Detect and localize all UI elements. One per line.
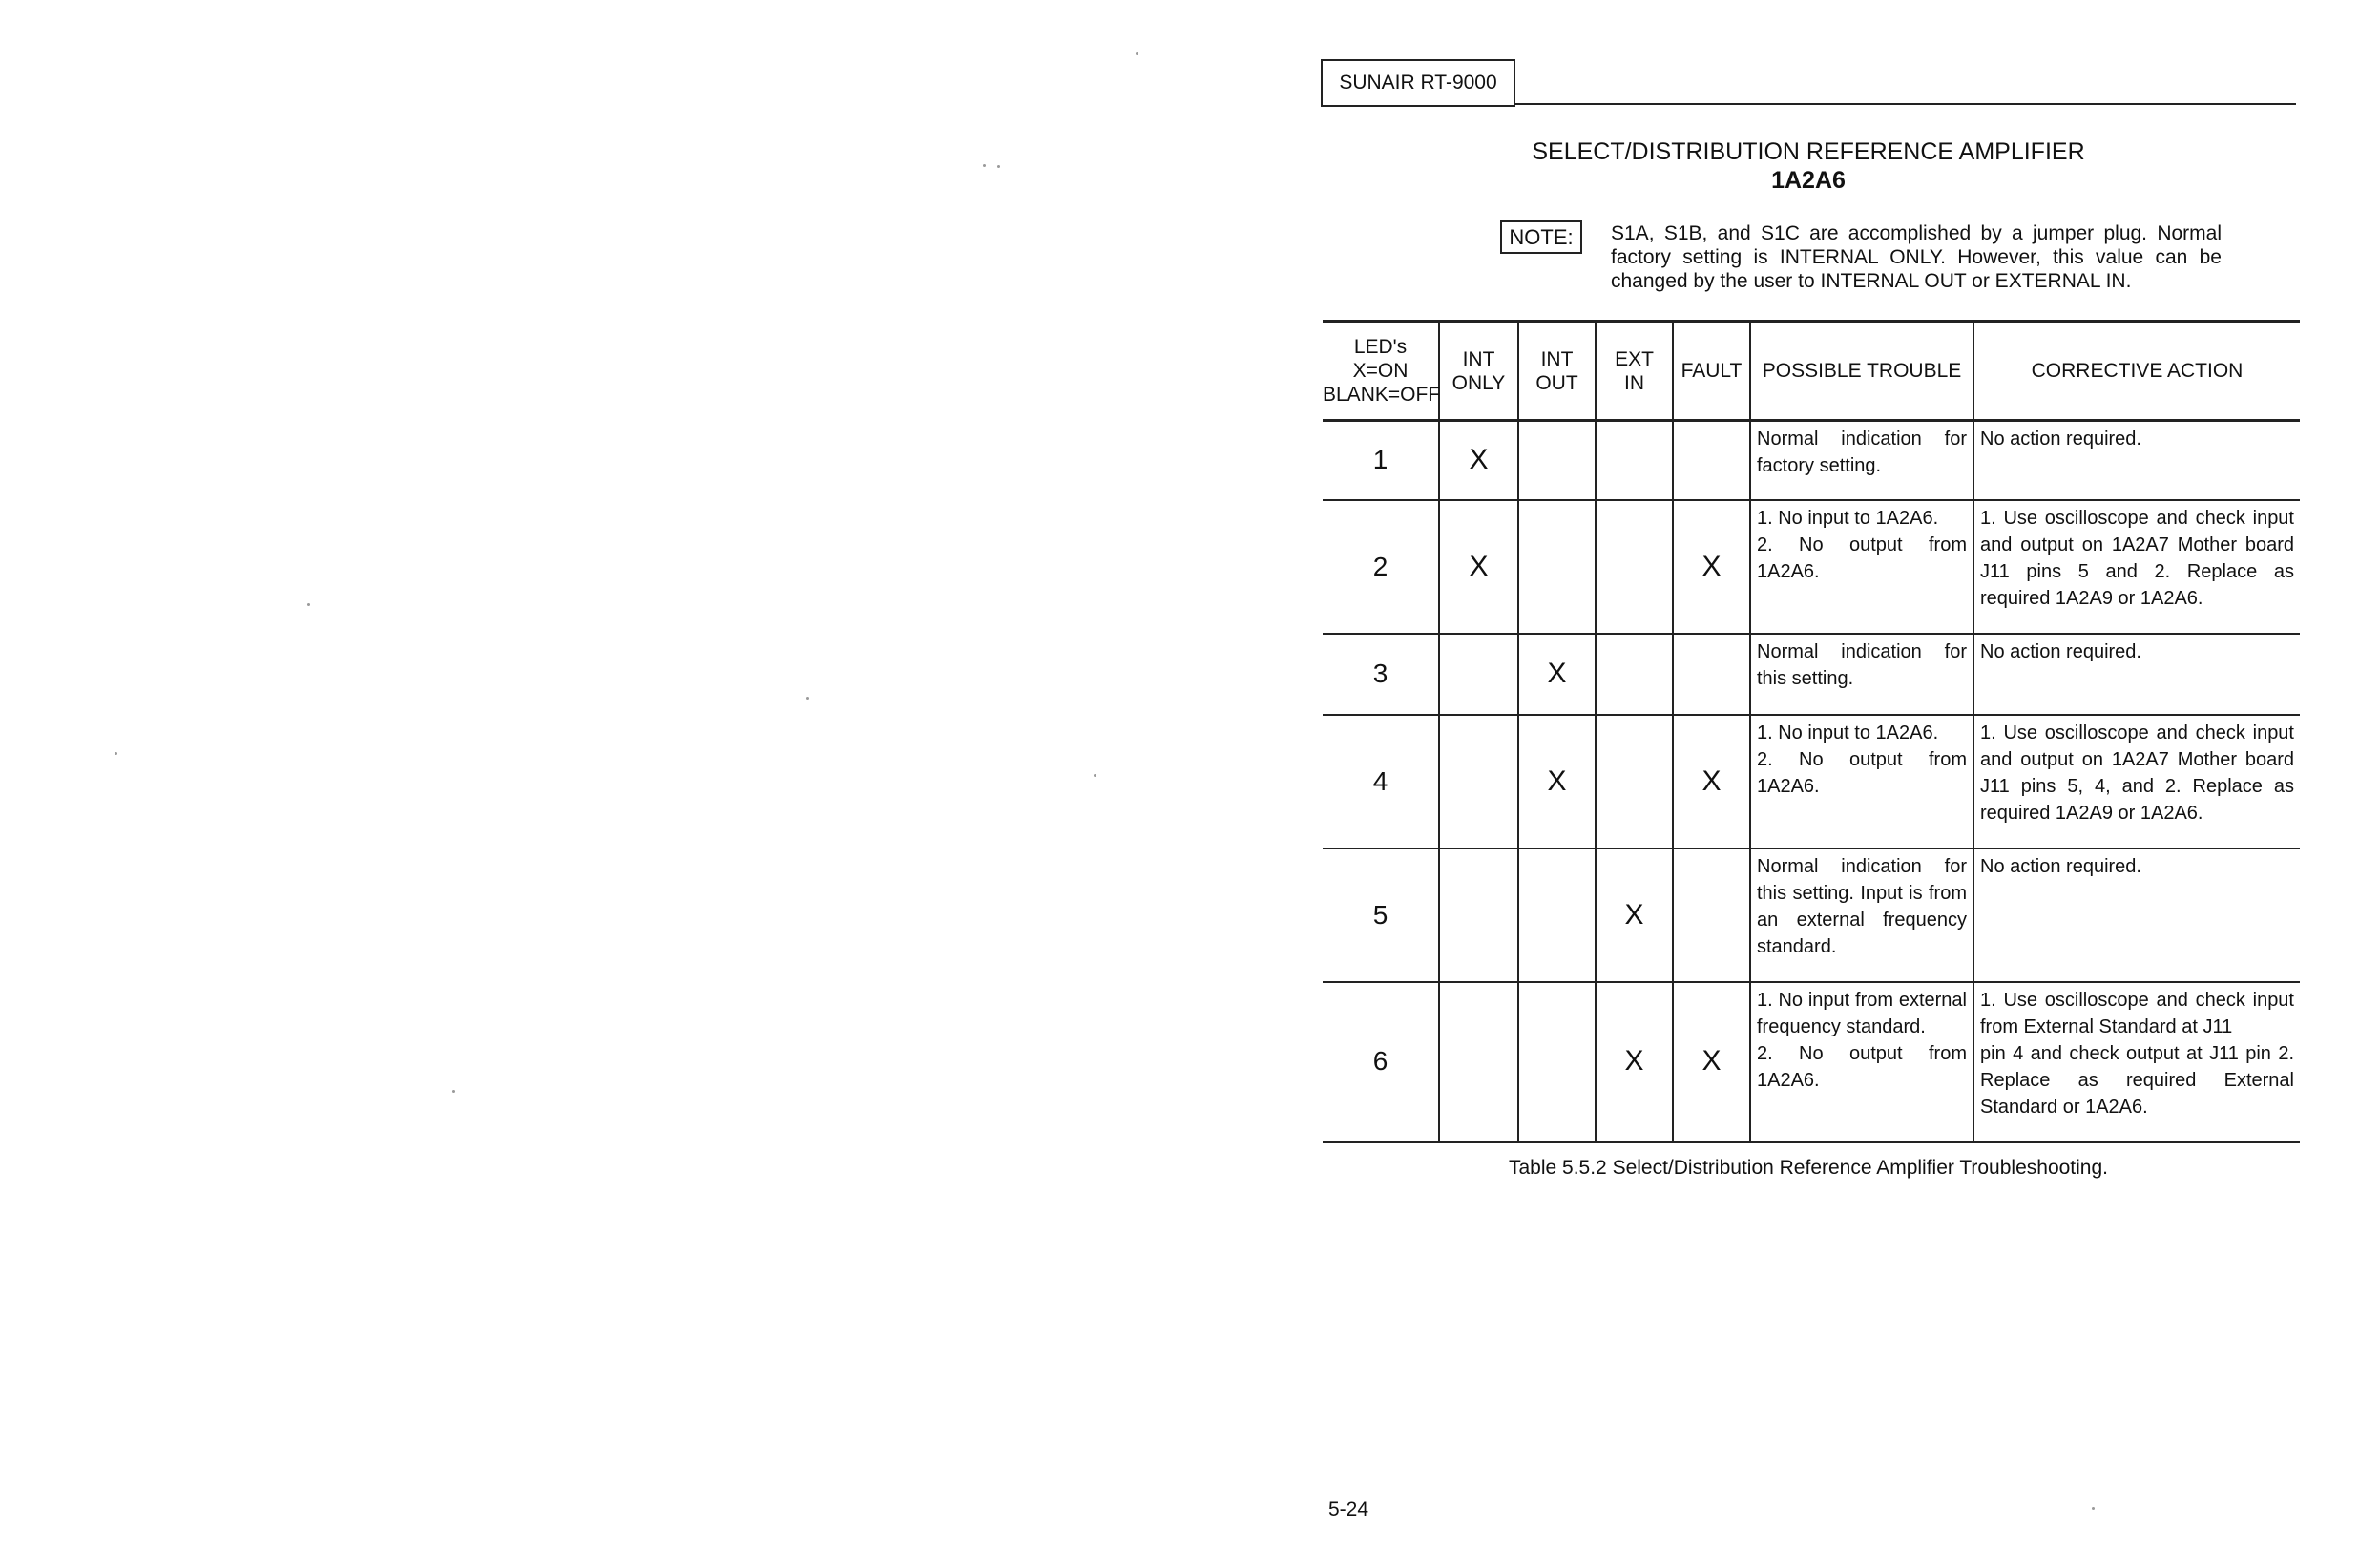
fault-cell — [1673, 848, 1750, 982]
int-only-cell: X — [1439, 421, 1518, 500]
ext-in-cell — [1596, 421, 1673, 500]
possible-trouble-cell: 1. No input to 1A2A6. 2. No output from 1A2A6. — [1750, 500, 1973, 634]
header-rule — [1515, 103, 2296, 105]
table-row — [1323, 715, 2300, 848]
possible-trouble-cell: 1. No input to 1A2A6. 2. No output from 1A2A6. — [1750, 715, 1973, 848]
table-caption: Table 5.5.2 Select/Distribution Reference Amplifier Troubleshooting. — [1508, 1157, 2108, 1179]
col-header-ext-in: EXT IN — [1596, 322, 1673, 421]
row-number: 2 — [1323, 500, 1439, 634]
table-row — [1323, 982, 2300, 1142]
int-only-cell — [1439, 634, 1518, 715]
fault-cell: X — [1673, 715, 1750, 848]
row-number: 4 — [1323, 715, 1439, 848]
manual-id: SUNAIR RT-9000 — [1339, 72, 1497, 94]
table-row — [1323, 634, 2300, 715]
col-header-fault: FAULT — [1673, 322, 1750, 421]
scan-speck — [997, 165, 1000, 168]
row-number: 3 — [1323, 634, 1439, 715]
manual-id-box — [1321, 59, 1515, 107]
row-number: 1 — [1323, 421, 1439, 500]
int-out-cell: X — [1518, 634, 1596, 715]
possible-trouble-cell: Normal indication for factory setting. — [1750, 421, 1973, 500]
possible-trouble-cell: Normal indication for this setting. Input is from an external frequency standard. — [1750, 848, 1973, 982]
col-header-possible-trouble: POSSIBLE TROUBLE — [1750, 322, 1973, 421]
ext-in-cell — [1596, 715, 1673, 848]
fault-cell — [1673, 634, 1750, 715]
row-number: 5 — [1323, 848, 1439, 982]
corrective-action-cell: No action required. — [1973, 848, 2300, 982]
scan-speck — [115, 752, 117, 755]
int-only-cell — [1439, 715, 1518, 848]
scan-speck — [2092, 1507, 2095, 1510]
page-title: SELECT/DISTRIBUTION REFERENCE AMPLIFIER — [1532, 138, 2085, 165]
corrective-action-cell: 1. Use oscilloscope and check input and output on 1A2A7 Mother board J11 pins 5, 4, and 2. Replace as required 1A2A9 or 1A2A6. — [1973, 715, 2300, 848]
int-out-cell: X — [1518, 715, 1596, 848]
scan-speck — [452, 1090, 455, 1093]
col-header-int-only: INT ONLY — [1439, 322, 1518, 421]
corrective-action-cell: 1. Use oscilloscope and check input from External Standard at J11 pin 4 and check output at J11 pin 2. Replace as required External Standard or 1A2A6. — [1973, 982, 2300, 1142]
note-label: NOTE: — [1509, 224, 1574, 249]
int-out-cell — [1518, 982, 1596, 1142]
fault-cell: X — [1673, 982, 1750, 1142]
row-number: 6 — [1323, 982, 1439, 1142]
note-text: S1A, S1B, and S1C are accomplished by a jumper plug. Normal factory setting is INTERNAL ONLY. However, this value can be changed by the user to INTERNAL OUT or EXTERNAL IN. — [1611, 222, 2222, 292]
int-out-cell — [1518, 421, 1596, 500]
possible-trouble-cell: Normal indication for this setting. — [1750, 634, 1973, 715]
table-header-row — [1323, 322, 2300, 421]
corrective-action-cell: 1. Use oscilloscope and check input and output on 1A2A7 Mother board J11 pins 5 and 2. Replace as required 1A2A9 or 1A2A6. — [1973, 500, 2300, 634]
table-row — [1323, 500, 2300, 634]
col-header-corrective-action: CORRECTIVE ACTION — [1973, 322, 2300, 421]
col-header-int-out: INT OUT — [1518, 322, 1596, 421]
ext-in-cell: X — [1596, 848, 1673, 982]
page-number: 5-24 — [1328, 1498, 1369, 1520]
int-only-cell — [1439, 982, 1518, 1142]
corrective-action-cell: No action required. — [1973, 421, 2300, 500]
ext-in-cell — [1596, 634, 1673, 715]
table-row — [1323, 848, 2300, 982]
troubleshooting-table — [1323, 320, 2300, 1143]
scan-speck — [806, 697, 809, 700]
ext-in-cell: X — [1596, 982, 1673, 1142]
int-out-cell — [1518, 500, 1596, 634]
possible-trouble-cell: 1. No input from external frequency standard. 2. No output from 1A2A6. — [1750, 982, 1973, 1142]
int-only-cell — [1439, 848, 1518, 982]
table-row — [1323, 421, 2300, 500]
scan-speck — [1136, 52, 1138, 55]
col-header-leds: LED's X=ON BLANK=OFF — [1323, 322, 1439, 421]
scan-speck — [1094, 774, 1096, 777]
ext-in-cell — [1596, 500, 1673, 634]
int-only-cell: X — [1439, 500, 1518, 634]
fault-cell — [1673, 421, 1750, 500]
scan-speck — [983, 164, 986, 167]
corrective-action-cell: No action required. — [1973, 634, 2300, 715]
int-out-cell — [1518, 848, 1596, 982]
note-label-box — [1500, 220, 1582, 254]
page-subtitle: 1A2A6 — [1771, 167, 1846, 194]
scan-speck — [307, 603, 310, 606]
fault-cell: X — [1673, 500, 1750, 634]
